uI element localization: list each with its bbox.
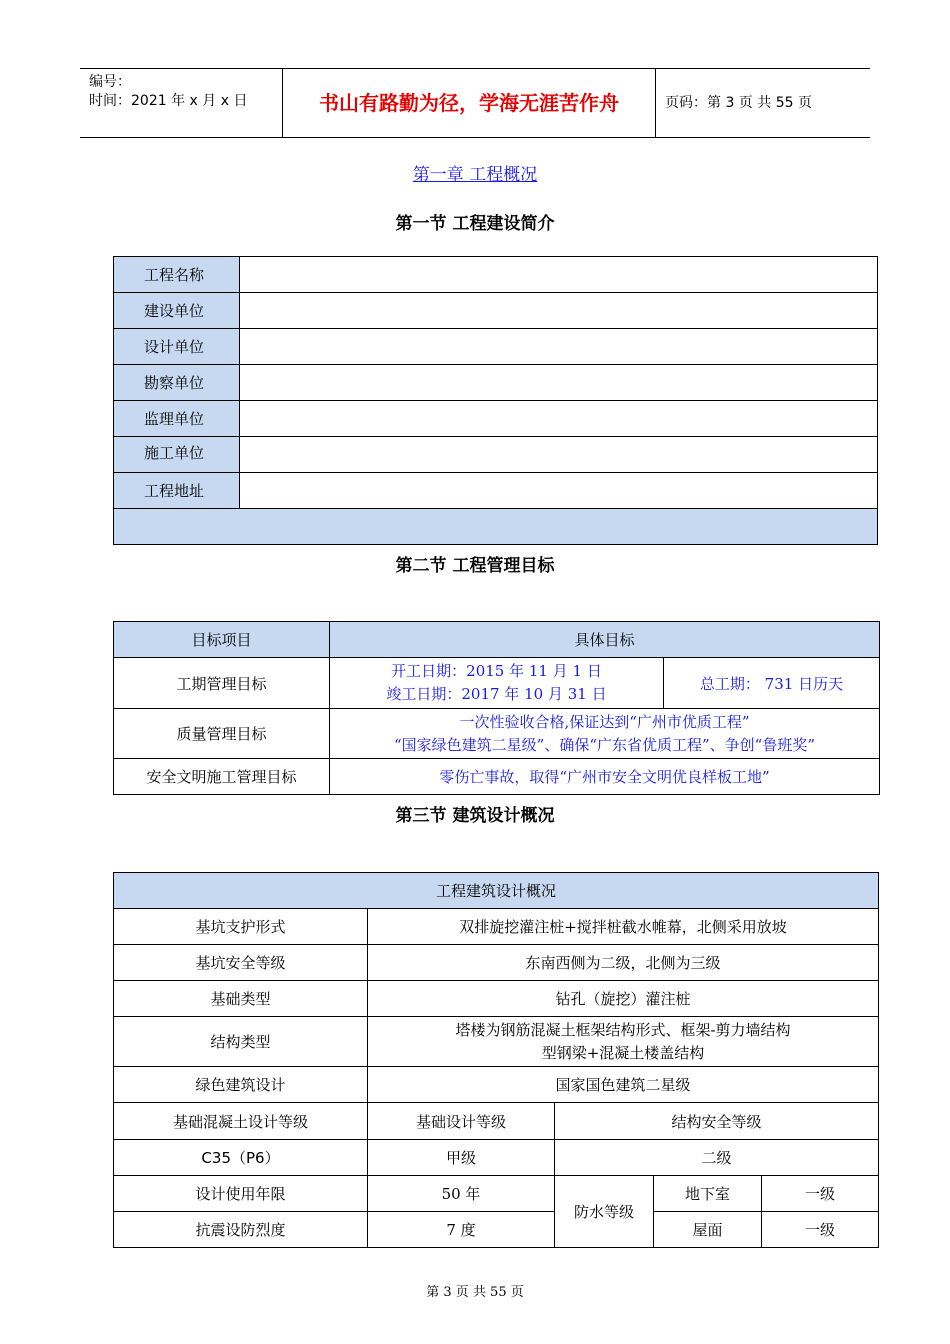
roof-value: 一级 <box>762 1212 879 1248</box>
total-duration: 总工期： 731 日历天 <box>664 658 880 709</box>
table-row <box>114 365 878 401</box>
table-row <box>114 1140 879 1176</box>
table-row <box>114 1017 879 1067</box>
waterproof-label: 防水等级 <box>555 1176 654 1248</box>
seismic-label: 抗震设防烈度 <box>114 1212 368 1248</box>
table-row <box>114 658 880 709</box>
table-header-row <box>114 873 879 909</box>
row-label: 工程地址 <box>114 473 240 509</box>
designer-cell <box>240 329 878 365</box>
structure-type-line: 型钢梁+混凝土楼盖结构 <box>541 1043 705 1062</box>
foundation-design-grade-label: 基础设计等级 <box>368 1103 555 1140</box>
foundation-design-grade-value: 甲级 <box>368 1140 555 1176</box>
project-info-table <box>113 256 878 545</box>
table-row <box>114 257 878 293</box>
service-life-value: 50 年 <box>368 1176 555 1212</box>
chapter-title[interactable] <box>0 160 950 185</box>
surveyor-cell <box>240 365 878 401</box>
schedule-goal-label: 工期管理目标 <box>114 658 330 709</box>
table-row <box>114 709 880 759</box>
table-row <box>114 945 879 981</box>
safety-goal-label: 安全文明施工管理目标 <box>114 759 330 795</box>
section1-title: 第一节 工程建设简介 <box>395 214 555 234</box>
pit-support-value: 双排旋挖灌注桩+搅拌桩截水帷幕，北侧采用放坡 <box>368 909 879 945</box>
page-footer: 第 3 页 共 55 页 <box>426 1285 524 1300</box>
blank-row <box>114 509 878 545</box>
table-row <box>114 1067 879 1103</box>
management-goals-table <box>113 621 880 795</box>
table-row <box>114 1212 879 1248</box>
structure-type-line: 塔楼为钢筋混凝土框架结构形式、框架-剪力墙结构 <box>455 1020 791 1039</box>
owner-cell <box>240 293 878 329</box>
structure-type-label: 结构类型 <box>114 1017 368 1067</box>
concrete-grade-value: C35（P6） <box>114 1140 368 1176</box>
table-row <box>114 759 880 795</box>
row-label: 设计单位 <box>114 329 240 365</box>
pit-support-label: 基坑支护形式 <box>114 909 368 945</box>
document-number-label: 编号： <box>89 74 131 90</box>
table-row <box>114 509 878 545</box>
header-meta <box>80 69 282 137</box>
table-row <box>114 1176 879 1212</box>
header-motto: 书山有路勤为径，学海无涯苦作舟 <box>282 69 656 137</box>
quality-goal-cell <box>330 709 880 759</box>
row-label: 施工单位 <box>114 437 240 473</box>
address-cell <box>240 473 878 509</box>
basement-label: 地下室 <box>654 1176 762 1212</box>
structure-safety-grade-label: 结构安全等级 <box>555 1103 879 1140</box>
chapter-title-link[interactable]: 第一章 工程概况 <box>412 165 538 185</box>
contractor-cell <box>240 437 878 473</box>
table-row <box>114 473 878 509</box>
table-row <box>114 981 879 1017</box>
table-title: 工程建筑设计概况 <box>114 873 879 909</box>
table-row <box>114 293 878 329</box>
safety-goal-value: 零伤亡事故，取得“广州市安全文明优良样板工地” <box>330 759 880 795</box>
row-label: 工程名称 <box>114 257 240 293</box>
row-label: 勘察单位 <box>114 365 240 401</box>
building-design-table <box>113 872 879 1248</box>
foundation-type-label: 基础类型 <box>114 981 368 1017</box>
roof-label: 屋面 <box>654 1212 762 1248</box>
basement-value: 一级 <box>762 1176 879 1212</box>
quality-goal-line: “国家绿色建筑二星级”、确保“广东省优质工程”、争创“鲁班奖” <box>393 735 815 754</box>
page-header <box>80 68 870 138</box>
pit-safety-label: 基坑安全等级 <box>114 945 368 981</box>
seismic-value: 7 度 <box>368 1212 555 1248</box>
pit-safety-value: 东南西侧为二级，北侧为三级 <box>368 945 879 981</box>
row-label: 建设单位 <box>114 293 240 329</box>
schedule-dates-cell <box>330 658 664 709</box>
service-life-label: 设计使用年限 <box>114 1176 368 1212</box>
quality-goal-line: 一次性验收合格,保证达到“广州市优质工程” <box>459 712 750 731</box>
section2-title: 第二节 工程管理目标 <box>395 556 555 576</box>
structure-safety-grade-value: 二级 <box>555 1140 879 1176</box>
document-time-label: 时间：2021 年 x 月 x 日 <box>89 93 248 109</box>
concrete-grade-label: 基础混凝土设计等级 <box>114 1103 368 1140</box>
structure-type-cell <box>368 1017 879 1067</box>
end-date: 竣工日期：2017 年 10 月 31 日 <box>386 685 607 703</box>
table-row <box>114 1103 879 1140</box>
table-row <box>114 329 878 365</box>
table-row <box>114 909 879 945</box>
header-page-info: 页码：第 3 页 共 55 页 <box>665 95 812 111</box>
column-header: 目标项目 <box>114 622 330 658</box>
table-row <box>114 401 878 437</box>
quality-goal-label: 质量管理目标 <box>114 709 330 759</box>
supervisor-cell <box>240 401 878 437</box>
start-date: 开工日期：2015 年 11 月 1 日 <box>391 662 602 680</box>
row-label: 监理单位 <box>114 401 240 437</box>
section3-title: 第三节 建筑设计概况 <box>395 806 555 826</box>
green-building-value: 国家国色建筑二星级 <box>368 1067 879 1103</box>
column-header: 具体目标 <box>330 622 880 658</box>
project-name-cell <box>240 257 878 293</box>
foundation-type-value: 钻孔（旋挖）灌注桩 <box>368 981 879 1017</box>
table-header-row <box>114 622 880 658</box>
green-building-label: 绿色建筑设计 <box>114 1067 368 1103</box>
table-row <box>114 437 878 473</box>
